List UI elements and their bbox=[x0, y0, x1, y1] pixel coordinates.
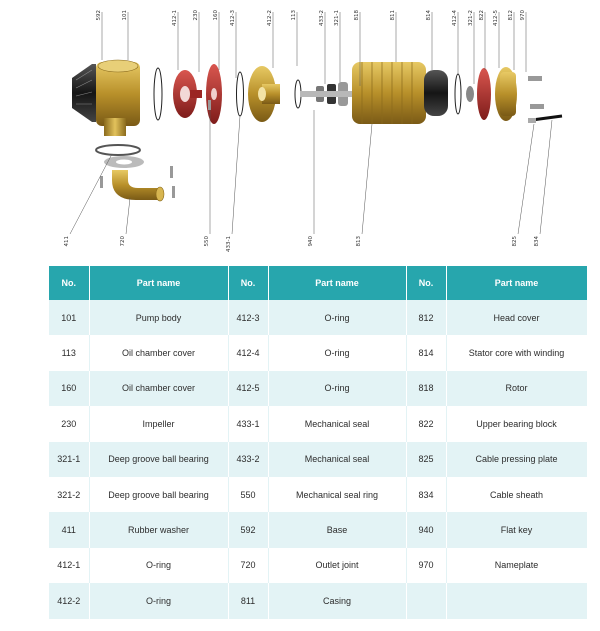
cell-part-name: O-ring bbox=[89, 583, 228, 618]
cell-part-name: Mechanical seal ring bbox=[268, 477, 406, 512]
cell-part-name: Head cover bbox=[446, 300, 587, 335]
callout-412-1: 412-1 bbox=[172, 10, 178, 26]
cell-no: 550 bbox=[228, 477, 268, 512]
table-row bbox=[49, 512, 587, 547]
cell-part-name: O-ring bbox=[268, 371, 406, 406]
cell-part-name: Oil chamber cover bbox=[89, 371, 228, 406]
callout-321-1: 321-1 bbox=[334, 10, 340, 26]
callout-412-4: 412-4 bbox=[452, 10, 458, 26]
cell-part-name: Pump body bbox=[89, 300, 228, 335]
header-no: No. bbox=[406, 266, 446, 300]
cell-no: 592 bbox=[228, 512, 268, 547]
callout-811: 811 bbox=[390, 10, 396, 21]
cell-no: 412-1 bbox=[49, 548, 89, 583]
base-strainer bbox=[72, 64, 96, 122]
callout-101: 101 bbox=[122, 10, 128, 21]
callout-970: 970 bbox=[520, 10, 526, 21]
cell-part-name: Rubber washer bbox=[89, 512, 228, 547]
table-row bbox=[49, 442, 587, 477]
cell-no: 412-3 bbox=[228, 300, 268, 335]
cell-no: 834 bbox=[406, 477, 446, 512]
header-no: No. bbox=[228, 266, 268, 300]
cell-no: 411 bbox=[49, 512, 89, 547]
header-part-name: Part name bbox=[446, 266, 587, 300]
casing bbox=[352, 62, 426, 124]
cell-no: 113 bbox=[49, 335, 89, 370]
cell-no: 811 bbox=[228, 583, 268, 618]
cell-part-name: Mechanical seal bbox=[268, 406, 406, 441]
cell-no: 720 bbox=[228, 548, 268, 583]
callout-592: 592 bbox=[96, 10, 102, 21]
callout-113: 113 bbox=[291, 10, 297, 21]
cell-no bbox=[406, 583, 446, 618]
cell-no: 160 bbox=[49, 371, 89, 406]
o-ring-412-4 bbox=[455, 74, 461, 114]
cell-part-name: O-ring bbox=[268, 335, 406, 370]
cell-part-name: Upper bearing block bbox=[446, 406, 587, 441]
cell-no: 321-1 bbox=[49, 442, 89, 477]
exploded-view-diagram bbox=[0, 0, 600, 255]
callout-834: 834 bbox=[534, 236, 540, 247]
cell-part-name bbox=[446, 583, 587, 618]
callout-940: 940 bbox=[308, 236, 314, 247]
rotor-shaft bbox=[300, 91, 360, 97]
callout-550: 550 bbox=[204, 236, 210, 247]
rubber-washer bbox=[96, 145, 144, 168]
impeller bbox=[173, 70, 202, 118]
callout-411: 411 bbox=[64, 236, 70, 247]
callout-412-3: 412-3 bbox=[230, 10, 236, 26]
cell-no: 230 bbox=[49, 406, 89, 441]
cell-no: 825 bbox=[406, 442, 446, 477]
cell-part-name: Impeller bbox=[89, 406, 228, 441]
top-callouts bbox=[96, 10, 526, 26]
callout-812: 812 bbox=[508, 10, 514, 21]
cell-part-name: Casing bbox=[268, 583, 406, 618]
bearing-321-2 bbox=[466, 86, 474, 102]
cell-part-name: Cable pressing plate bbox=[446, 442, 587, 477]
stator-core bbox=[424, 70, 448, 116]
cell-no: 940 bbox=[406, 512, 446, 547]
callout-230: 230 bbox=[193, 10, 199, 21]
table-row bbox=[49, 583, 587, 618]
callout-825: 825 bbox=[512, 236, 518, 247]
oil-chamber-cover-113 bbox=[248, 66, 280, 122]
cell-no: 970 bbox=[406, 548, 446, 583]
callout-720: 720 bbox=[120, 236, 126, 247]
cell-no: 321-2 bbox=[49, 477, 89, 512]
oil-chamber-cover-160 bbox=[206, 64, 222, 124]
cell-part-name: Cable sheath bbox=[446, 477, 587, 512]
cell-part-name: O-ring bbox=[268, 300, 406, 335]
outlet-joint bbox=[112, 170, 164, 201]
table-row bbox=[49, 371, 587, 406]
bottom-callouts bbox=[64, 236, 540, 252]
cell-part-name: Stator core with winding bbox=[446, 335, 587, 370]
cell-part-name: Mechanical seal bbox=[268, 442, 406, 477]
callout-822: 822 bbox=[479, 10, 485, 21]
cell-part-name: Oil chamber cover bbox=[89, 335, 228, 370]
callout-412-5: 412-5 bbox=[493, 10, 499, 26]
cell-no: 814 bbox=[406, 335, 446, 370]
callout-433-2: 433-2 bbox=[319, 10, 325, 26]
cell-part-name: Deep groove ball bearing bbox=[89, 477, 228, 512]
table-row bbox=[49, 406, 587, 441]
callout-412-2: 412-2 bbox=[267, 10, 273, 26]
cell-no: 433-1 bbox=[228, 406, 268, 441]
callout-813: 813 bbox=[356, 236, 362, 247]
cable-fittings bbox=[528, 76, 562, 123]
cell-no: 818 bbox=[406, 371, 446, 406]
cell-part-name: Nameplate bbox=[446, 548, 587, 583]
table-row bbox=[49, 335, 587, 370]
callout-160: 160 bbox=[213, 10, 219, 21]
cell-no: 412-4 bbox=[228, 335, 268, 370]
cell-no: 412-5 bbox=[228, 371, 268, 406]
callout-321-2: 321-2 bbox=[468, 10, 474, 26]
parts-table bbox=[49, 266, 588, 619]
table-header-row bbox=[49, 266, 587, 300]
header-no: No. bbox=[49, 266, 89, 300]
callout-433-1: 433-1 bbox=[226, 236, 232, 252]
cell-part-name: O-ring bbox=[89, 548, 228, 583]
cell-part-name: Flat key bbox=[446, 512, 587, 547]
cell-part-name: Rotor bbox=[446, 371, 587, 406]
table-row bbox=[49, 300, 587, 335]
o-ring-412-1 bbox=[154, 68, 162, 120]
head-cover bbox=[495, 67, 517, 121]
cell-part-name: Base bbox=[268, 512, 406, 547]
callout-818: 818 bbox=[354, 10, 360, 21]
cell-no: 101 bbox=[49, 300, 89, 335]
cell-no: 412-2 bbox=[49, 583, 89, 618]
cell-no: 822 bbox=[406, 406, 446, 441]
header-part-name: Part name bbox=[268, 266, 406, 300]
callout-814: 814 bbox=[426, 10, 432, 21]
cell-no: 433-2 bbox=[228, 442, 268, 477]
cell-no: 812 bbox=[406, 300, 446, 335]
table-row bbox=[49, 548, 587, 583]
header-part-name: Part name bbox=[89, 266, 228, 300]
upper-bearing-block bbox=[477, 68, 491, 120]
o-ring-412-3 bbox=[237, 72, 244, 116]
pump-body bbox=[96, 60, 140, 136]
table-row bbox=[49, 477, 587, 512]
cell-part-name: Deep groove ball bearing bbox=[89, 442, 228, 477]
cell-part-name: Outlet joint bbox=[268, 548, 406, 583]
